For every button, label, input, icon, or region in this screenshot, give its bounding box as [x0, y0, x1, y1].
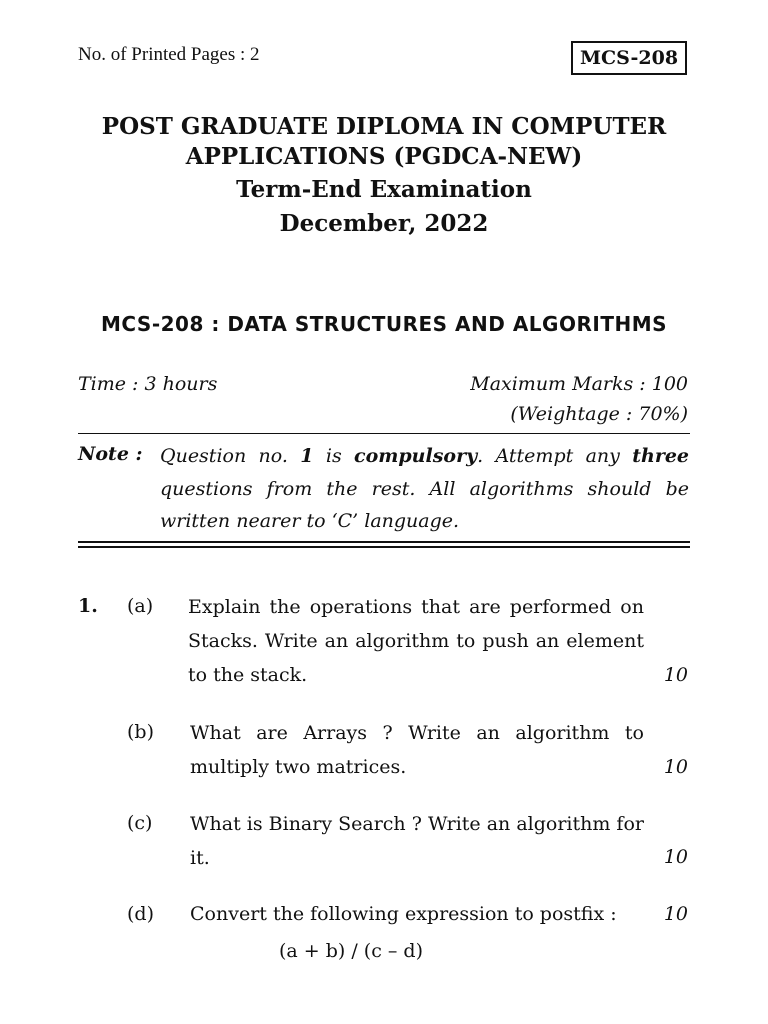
part-c-marks: 10	[663, 846, 688, 868]
part-a-text: Explain the operations that are performed on Stacks. Write an algorithm to push an element to the stack.	[188, 596, 644, 686]
divider	[78, 433, 690, 434]
note-label: Note :	[78, 443, 143, 465]
part-a-marks: 10	[663, 664, 688, 686]
printed-pages: No. of Printed Pages : 2	[78, 44, 260, 65]
part-a-label: (a)	[127, 595, 154, 617]
note-question-number: 1	[300, 445, 314, 467]
maximum-marks: Maximum Marks : 100	[470, 373, 688, 395]
part-b-text: What are Arrays ? Write an algorithm to multiply two matrices.	[190, 722, 644, 778]
part-d-text: Convert the following expression to postfix :	[190, 903, 617, 925]
part-b-marks: 10	[663, 756, 688, 778]
part-c-label: (c)	[127, 812, 153, 834]
weightage: (Weightage : 70%)	[510, 403, 688, 425]
question-number: 1.	[78, 595, 98, 617]
exam-title: Term-End Examination	[236, 176, 532, 203]
note-three: three	[632, 445, 690, 467]
part-d-label: (d)	[127, 903, 154, 925]
exam-date: December, 2022	[279, 210, 489, 237]
note-part3: . Attempt any	[477, 445, 633, 467]
note-part4: questions from the rest. All algorithms should be written nearer to ‘C’ language.	[160, 477, 689, 532]
part-c-text: What is Binary Search ? Write an algorithm for it.	[190, 813, 644, 869]
note-part2: is	[313, 445, 355, 467]
course-code-box: MCS-208	[571, 41, 687, 75]
note-compulsory: compulsory	[354, 445, 478, 467]
double-divider-bottom	[78, 546, 690, 548]
part-b-label: (b)	[127, 721, 154, 743]
note-text	[160, 440, 689, 538]
double-divider-top	[78, 541, 690, 543]
programme-title-line2: APPLICATIONS (PGDCA-NEW)	[185, 143, 583, 170]
part-d-expression: (a + b) / (c – d)	[279, 940, 424, 962]
programme-title-line1: POST GRADUATE DIPLOMA IN COMPUTER	[101, 113, 667, 140]
note-part1: Question no.	[160, 445, 301, 467]
subject-title: MCS-208 : DATA STRUCTURES AND ALGORITHMS	[100, 312, 667, 336]
time-allowed: Time : 3 hours	[78, 373, 218, 395]
part-d-marks: 10	[663, 903, 688, 925]
